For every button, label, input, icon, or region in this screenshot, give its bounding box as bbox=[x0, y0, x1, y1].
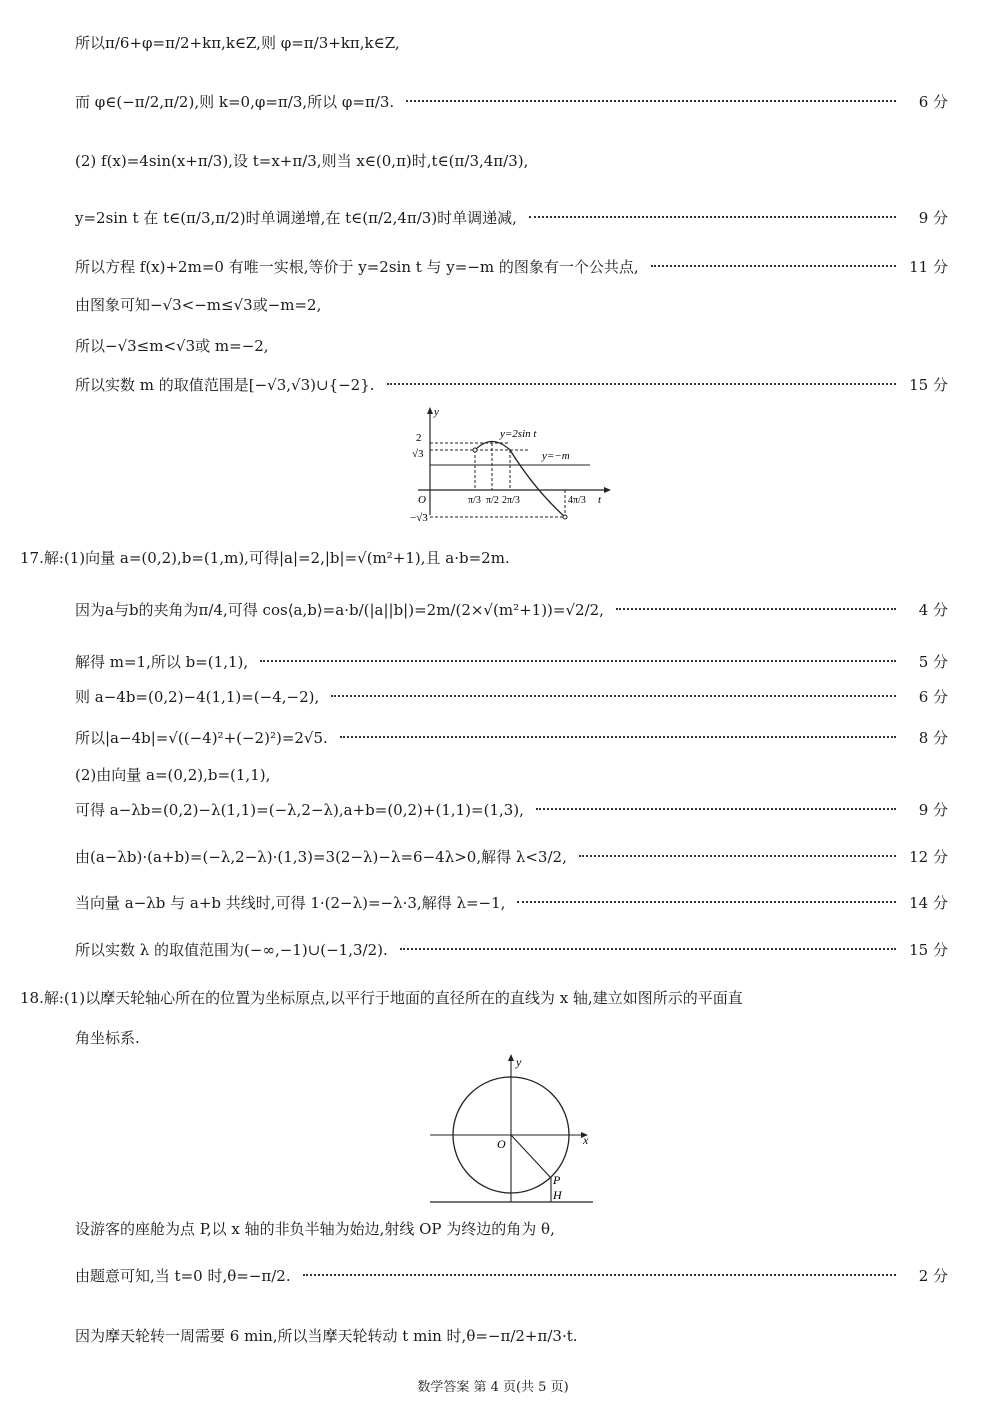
score: 9 分 bbox=[918, 800, 948, 819]
point-p-label: P bbox=[553, 1173, 561, 1187]
curve-label: y=2sin t bbox=[500, 428, 537, 440]
line-4: y=2sin t 在 t∈(π/3,π/2)时单调递增,在 t∈(π/2,4π/3)时单调递减, 9 分 bbox=[75, 208, 948, 227]
tick-2pi-3: 2π/3 bbox=[502, 495, 520, 506]
graph2-y-axis-label: y bbox=[516, 1055, 522, 1069]
line-label: y=−m bbox=[542, 450, 570, 462]
tick-sqrt3: √3 bbox=[412, 448, 424, 460]
line-5: 所以方程 f(x)+2m=0 有唯一实根,等价于 y=2sin t 与 y=−m 的图象有一个公共点, 11 分 bbox=[75, 257, 948, 276]
score: 4 分 bbox=[918, 600, 948, 619]
score: 9 分 bbox=[918, 208, 948, 227]
graph1-origin: O bbox=[418, 494, 426, 506]
line-13: 所以|a−4b|=√((−4)²+(−2)²)=2√5. 8 分 bbox=[75, 728, 948, 747]
graph2-origin: O bbox=[497, 1137, 506, 1151]
graph2-x-axis-label: x bbox=[583, 1133, 589, 1147]
ferris-wheel-diagram bbox=[425, 1052, 600, 1207]
score: 15 分 bbox=[909, 375, 948, 394]
line-1: 所以π/6+φ=π/2+kπ,k∈Z,则 φ=π/3+kπ,k∈Z, bbox=[75, 33, 400, 52]
graph1-x-axis-label: t bbox=[598, 494, 602, 506]
score: 8 分 bbox=[918, 728, 948, 747]
line-7: 所以−√3≤m<√3或 m=−2, bbox=[75, 336, 269, 355]
tick-pi-3: π/3 bbox=[468, 495, 481, 506]
line-3: (2) f(x)=4sin(x+π/3),设 t=x+π/3,则当 x∈(0,π)时,t∈(π/3,4π/3), bbox=[75, 151, 529, 170]
line-16: 由(a−λb)·(a+b)=(−λ,2−λ)·(1,3)=3(2−λ)−λ=6−4λ>0,解得 λ<3/2, 12 分 bbox=[75, 847, 948, 866]
score: 15 分 bbox=[909, 940, 948, 959]
line-12: 则 a−4b=(0,2)−4(1,1)=(−4,−2), 6 分 bbox=[75, 687, 948, 706]
score: 11 分 bbox=[909, 257, 948, 276]
line-6: 由图象可知−√3<−m≤√3或−m=2, bbox=[75, 295, 322, 314]
line-23: 因为摩天轮转一周需要 6 min,所以当摩天轮转动 t min 时,θ=−π/2+π/3·t. bbox=[75, 1326, 578, 1345]
tick-pi-2: π/2 bbox=[486, 495, 499, 506]
line-20: 角坐标系. bbox=[75, 1028, 140, 1047]
point-h-label: H bbox=[553, 1188, 562, 1202]
line-18: 所以实数 λ 的取值范围为(−∞,−1)∪(−1,3/2). 15 分 bbox=[75, 940, 948, 959]
graph1-y-axis-label: y bbox=[434, 406, 439, 418]
tick-4pi-3: 4π/3 bbox=[568, 495, 586, 506]
score: 5 分 bbox=[918, 652, 948, 671]
line-2: 而 φ∈(−π/2,π/2),则 k=0,φ=π/3,所以 φ=π/3. 6 分 bbox=[75, 92, 948, 111]
score: 12 分 bbox=[909, 847, 948, 866]
line-10: 因为a与b的夹角为π/4,可得 cos⟨a,b⟩=a·b/(|a||b|)=2m/(2×√(m²+1))=√2/2, 4 分 bbox=[75, 600, 948, 619]
line-9: 17.解:(1)向量 a=(0,2),b=(1,m),可得|a|=2,|b|=√(m²+1),且 a·b=2m. bbox=[20, 548, 510, 567]
line-14: (2)由向量 a=(0,2),b=(1,1), bbox=[75, 765, 271, 784]
score: 6 分 bbox=[918, 92, 948, 111]
tick-2: 2 bbox=[416, 432, 422, 444]
line-11: 解得 m=1,所以 b=(1,1), 5 分 bbox=[75, 652, 948, 671]
score: 6 分 bbox=[918, 687, 948, 706]
sine-graph bbox=[410, 405, 620, 525]
line-8: 所以实数 m 的取值范围是[−√3,√3)∪{−2}. 15 分 bbox=[75, 375, 948, 394]
line-19: 18.解:(1)以摩天轮轴心所在的位置为坐标原点,以平行于地面的直径所在的直线为 x 轴,建立如图所示的平面直 bbox=[20, 988, 743, 1007]
line-15: 可得 a−λb=(0,2)−λ(1,1)=(−λ,2−λ),a+b=(0,2)+(1,1)=(1,3), 9 分 bbox=[75, 800, 948, 819]
line-21: 设游客的座舱为点 P,以 x 轴的非负半轴为始边,射线 OP 为终边的角为 θ, bbox=[75, 1219, 555, 1238]
tick-neg-sqrt3: −√3 bbox=[410, 512, 428, 524]
line-22: 由题意可知,当 t=0 时,θ=−π/2. 2 分 bbox=[75, 1266, 948, 1285]
score: 14 分 bbox=[909, 893, 948, 912]
score: 2 分 bbox=[918, 1266, 948, 1285]
line-17: 当向量 a−λb 与 a+b 共线时,可得 1·(2−λ)=−λ·3,解得 λ=−1, 14 分 bbox=[75, 893, 948, 912]
page-footer: 数学答案 第 4 页(共 5 页) bbox=[417, 1380, 569, 1395]
